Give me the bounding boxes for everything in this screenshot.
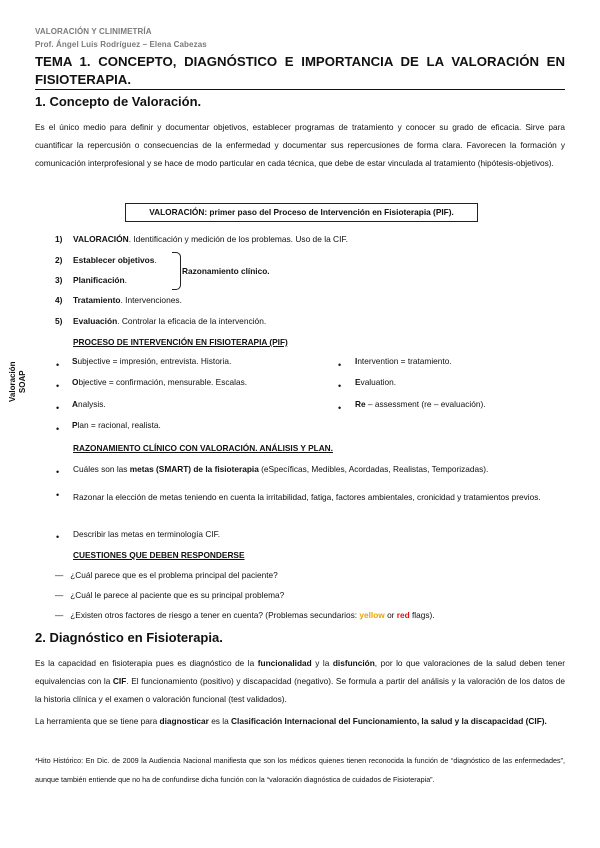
list-item: • Objective = confirmación, mensurable. Escalas. [56, 377, 248, 391]
list-item-text: Describir las metas en terminología CIF. [73, 529, 221, 539]
list-item: • [56, 490, 60, 500]
section2-heading: 2. Diagnóstico en Fisioterapia. [35, 630, 223, 645]
step-5: Evaluación. Controlar la eficacia de la intervención. [73, 316, 267, 326]
list-item: • Plan = racional, realista. [56, 420, 161, 434]
brace-label: Razonamiento clínico. [182, 266, 270, 276]
step-1: VALORACIÓN. Identificación y medición de los problemas. Uso de la CIF. [73, 234, 348, 244]
pif-heading: PROCESO DE INTERVENCIÓN EN FISIOTERAPIA (PIF) [73, 337, 288, 347]
question-item: — ¿Cuál parece que es el problema principal del paciente? [55, 570, 278, 580]
list-item: • Re – assessment (re – evaluación). [338, 399, 486, 413]
brace-bracket [172, 252, 181, 290]
section2-paragraph-2: La herramienta que se tiene para diagnosticar es la Clasificación Internacional del Funcionamiento, la salud y la discapacidad (CIF). [35, 716, 547, 726]
pif-box: VALORACIÓN: primer paso del Proceso de Intervención en Fisioterapia (PIF). [125, 203, 478, 222]
step-4: Tratamiento. Intervenciones. [73, 295, 182, 305]
historic-note: *Hito Histórico: En Dic. de 2009 la Audiencia Nacional manifiesta que son los médicos quienes tienen reconocida la función de “diagnóstico de las enfermedades”, aunque también entiende que no ha de confundirse dicha función con la “valoración diagnóstica de cuidados de Fisioterapia”. [35, 756, 565, 784]
step-number: 5) [55, 316, 63, 326]
list-item-text: Razonar la elección de metas teniendo en cuenta la irritabilidad, fatiga, factores ambientales, cronicidad y tratamientos previos. [73, 492, 541, 502]
step-number: 4) [55, 295, 63, 305]
list-item-text: Cuáles son las metas (SMART) de la fisioterapia (eSpecíficas, Medibles, Acordadas, Realistas, Temporizadas). [73, 464, 489, 474]
cuestiones-heading: CUESTIONES QUE DEBEN RESPONDERSE [73, 550, 245, 560]
course-header: VALORACIÓN Y CLINIMETRÍA [35, 27, 152, 36]
razon-heading: RAZONAMIENTO CLÍNICO CON VALORACIÓN. ANÁLISIS Y PLAN. [73, 443, 333, 453]
professors-header: Prof. Ángel Luis Rodríguez – Elena Cabezas [35, 40, 207, 49]
step-3: Planificación. [73, 275, 127, 285]
step-2: Establecer objetivos. [73, 255, 157, 265]
step-number: 3) [55, 275, 63, 285]
list-item: • Intervention = tratamiento. [338, 356, 452, 370]
side-label: Valoración SOAP [8, 361, 27, 402]
question-item: — ¿Existen otros factores de riesgo a tener en cuenta? (Problemas secundarios: yellow or red flags). [55, 610, 435, 620]
list-item: • Analysis. [56, 399, 106, 413]
section2-paragraph-1: Es la capacidad en fisioterapia pues es diagnóstico de la funcionalidad y la disfunción, por lo que valoraciones de la salud deben tener equivalencias con la CIF. El funcionamiento (positivo) y discapacidad (negativo). Se formula a partir del análisis y la valoración de los datos de la historia clínica y el examen o valoración funcional (test validados). [35, 658, 565, 705]
section1-heading: 1. Concepto de Valoración. [35, 94, 202, 109]
section1-paragraph: Es el único medio para definir y documentar objetivos, establecer programas de tratamiento y conocer su grado de eficacia. Sirve para cuantificar la repercusión o consecuencias de la enfermedad y documentar sus repercusiones de forma clara. Favorecen la formación y comunicación interprofesional y se hace de modo particular en cada técnica, que debe de estar vinculada al tratamiento (hipótesis-objetivos). [35, 122, 565, 169]
step-number: 1) [55, 234, 63, 244]
list-item: • [56, 532, 60, 542]
step-number: 2) [55, 255, 63, 265]
list-item: • Evaluation. [338, 377, 397, 391]
list-item: • Subjective = impresión, entrevista. Historia. [56, 356, 232, 370]
question-item: — ¿Cuál le parece al paciente que es su principal problema? [55, 590, 285, 600]
document-title: TEMA 1. CONCEPTO, DIAGNÓSTICO E IMPORTANCIA DE LA VALORACIÓN EN FISIOTERAPIA. [35, 53, 565, 90]
list-item: • [56, 467, 60, 477]
